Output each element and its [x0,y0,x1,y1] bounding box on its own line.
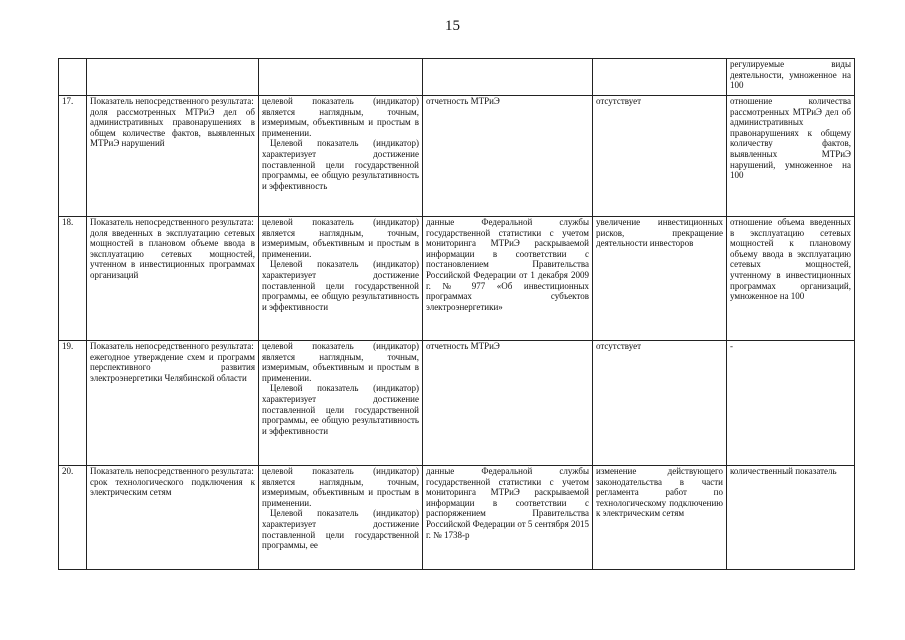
data-source-cell [423,59,593,96]
data-source-cell: отчетность МТРиЭ [423,341,593,466]
risks-cell [593,59,727,96]
risks-cell: отсутствует [593,341,727,466]
indicator-cell [87,341,259,466]
calculation-method-cell: регулируемые виды деятельности, умноженное на 100 [727,59,855,96]
indicator-cell [87,96,259,217]
calculation-method-cell: отношение количества рассмотренных МТРиЭ дел об административных правонарушениях к общему количеству фактов, выявленных МТРиЭ нарушений, умноженное на 100 [727,96,855,217]
indicator-type-text: Целевой показатель (индикатор) характеризует достижение поставленной цели государственной программы, ее общую результативность и эффективности [262,259,419,312]
indicator-type-cell [259,217,423,341]
indicator-type-text: целевой показатель (индикатор) является наглядным, точным, измеримым, объективным и простым в применении. [262,466,419,508]
indicator-text: доля введенных в эксплуатацию сетевых мощностей в плановом объеме ввода в эксплуатацию сетевых мощностей, учтенном в инвестиционных программах организаций [90,227,255,280]
row-number: 17. [59,96,87,217]
indicator-type-text: целевой показатель (индикатор) является наглядным, точным, измеримым, объективным и простым в применении. [262,217,419,259]
indicator-type-text: Целевой показатель (индикатор) характеризует достижение поставленной цели государственной программы, ее [262,508,419,551]
indicator-text: срок технологического подключения к электрическим сетям [90,476,255,498]
page-number: 15 [445,18,460,34]
table-row-continuation [59,59,855,96]
indicator-cell [87,466,259,570]
table-row-18 [59,217,855,341]
row-number: 19. [59,341,87,466]
calculation-method-cell: - [727,341,855,466]
data-source-cell: данные Федеральной службы государственной статистики с учетом мониторинга МТРиЭ раскрываемой информации в соответствии с распоряжением Правительства Российской Федерации от 5 сентября 2015 г. № 1738-р [423,466,593,570]
indicator-type-text: целевой показатель (индикатор) является наглядным, точным, измеримым, объективным и простым в применении. [262,341,419,383]
table-row-17 [59,96,855,217]
risks-cell: изменение действующего законодательства в части регламента работ по технологическому подключению к электрическим сетям [593,466,727,570]
indicator-type-cell [259,341,423,466]
data-source-cell: данные Федеральной службы государственной статистики с учетом мониторинга МТРиЭ раскрываемой информации в соответствии с постановлением Правительства Российской Федерации от 1 декабря 2009 г. № 977 «Об инвестиционных программах субъектов электроэнергетики» [423,217,593,341]
indicator-type-text: целевой показатель (индикатор) является наглядным, точным, измеримым, объективным и простым в применении. [262,96,419,138]
table-row-20 [59,466,855,570]
risks-cell: увеличение инвестиционных рисков, прекращение деятельности инвесторов [593,217,727,341]
indicator-heading: Показатель непосредственного результата: [90,217,254,227]
table-row-19 [59,341,855,466]
row-number: 18. [59,217,87,341]
indicator-type-cell [259,466,423,570]
indicator-cell [87,59,259,96]
calculation-method-cell: отношение объема введенных в эксплуатацию сетевых мощностей к плановому объему ввода в эксплуатацию сетевых мощностей, учтенному в инвестиционных программах организаций, умноженное на 100 [727,217,855,341]
indicator-type-cell [259,96,423,217]
indicator-type-cell [259,59,423,96]
indicator-type-text: Целевой показатель (индикатор) характеризует достижение поставленной цели государственной программы, ее общую результативность и эффективности [262,383,419,436]
indicator-heading: Показатель непосредственного результата: [90,466,254,476]
indicator-cell [87,217,259,341]
indicator-text: доля рассмотренных МТРиЭ дел об административных правонарушениях в общем количестве фактов, выявленных МТРиЭ нарушений [90,106,255,149]
risks-cell: отсутствует [593,96,727,217]
row-number: 20. [59,466,87,570]
indicator-heading: Показатель непосредственного результата: [90,96,254,106]
calculation-method-cell: количественный показатель [727,466,855,570]
indicator-text: ежегодное утверждение схем и программ перспективного развития электроэнергетики Челябинской области [90,351,255,383]
row-number [59,59,87,96]
indicator-heading: Показатель непосредственного результата: [90,341,254,351]
indicator-type-text: Целевой показатель (индикатор) характеризует достижение поставленной цели государственной программы, ее общую результативность и эффективность [262,138,419,191]
indicators-table [58,58,855,570]
data-source-cell: отчетность МТРиЭ [423,96,593,217]
